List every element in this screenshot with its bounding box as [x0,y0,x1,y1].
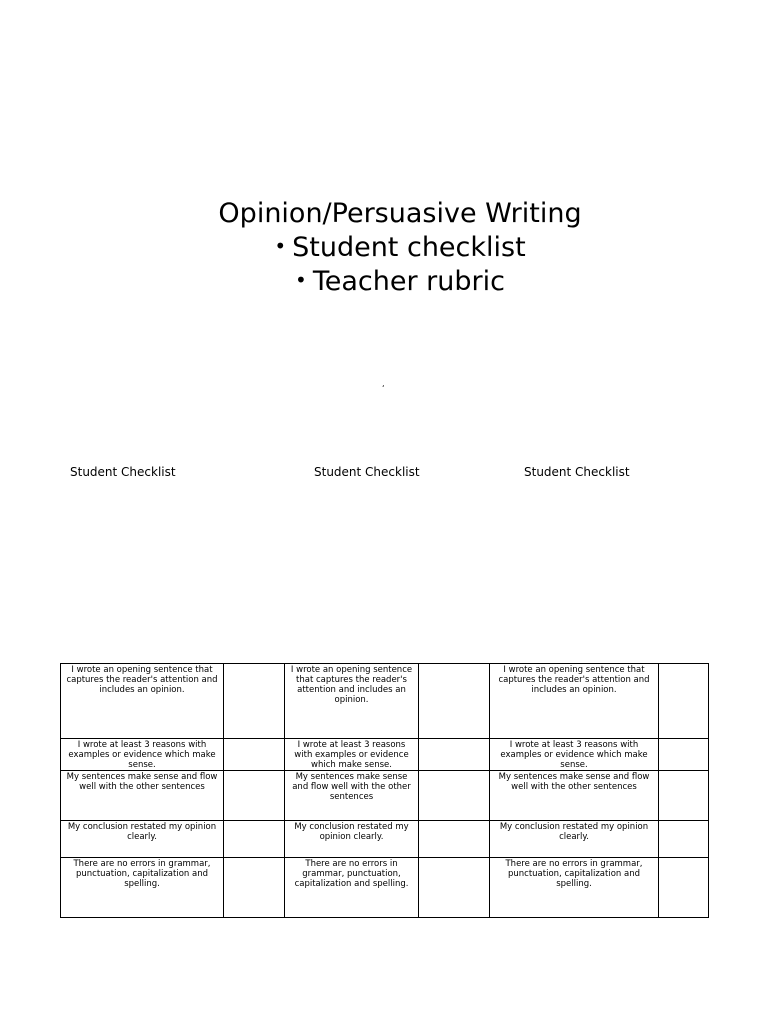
criterion-cell: My sentences make sense and flow well with the other sentences [61,771,224,821]
criterion-cell: I wrote at least 3 reasons with examples or evidence which make sense. [61,739,224,771]
check-box-cell[interactable] [659,771,709,821]
criterion-cell: There are no errors in grammar, punctuation, capitalization and spelling. [285,858,419,918]
criterion-cell: I wrote an opening sentence that captures the reader's attention and includes an opinion. [490,664,659,739]
check-box-cell[interactable] [659,821,709,858]
title-bullet-item [0,264,768,298]
checklist-label: Student Checklist [524,465,630,479]
check-box-cell[interactable] [419,771,490,821]
criterion-cell: My conclusion restated my opinion clearly. [285,821,419,858]
table-row [61,821,709,858]
stray-mark: ‘ [382,384,385,393]
check-box-cell[interactable] [659,664,709,739]
check-box-cell[interactable] [419,821,490,858]
title-bullet-label: Teacher rubric [312,266,505,297]
title-block [0,198,768,298]
check-box-cell[interactable] [419,858,490,918]
criterion-cell: There are no errors in grammar, punctuation, capitalization and spelling. [490,858,659,918]
bullet-icon: • [274,234,287,258]
criterion-cell: There are no errors in grammar, punctuation, capitalization and spelling. [61,858,224,918]
checklist-table [60,663,709,918]
bullet-icon: • [295,268,307,292]
criterion-cell: My sentences make sense and flow well with the other sentences [490,771,659,821]
table-row [61,771,709,821]
page-title: Opinion/Persuasive Writing [218,198,582,229]
criterion-cell: My conclusion restated my opinion clearly. [490,821,659,858]
check-box-cell[interactable] [419,664,490,739]
check-box-cell[interactable] [224,821,285,858]
checklist-label: Student Checklist [314,465,420,479]
check-box-cell[interactable] [224,739,285,771]
title-bullet-label: Student checklist [292,232,526,263]
criterion-cell: I wrote at least 3 reasons with examples or evidence which make sense. [490,739,659,771]
criterion-cell: I wrote an opening sentence that captures the reader's attention and includes an opinion. [285,664,419,739]
check-box-cell[interactable] [659,858,709,918]
check-box-cell[interactable] [224,771,285,821]
checklist-label: Student Checklist [70,465,176,479]
criterion-cell: I wrote at least 3 reasons with examples or evidence which make sense. [285,739,419,771]
check-box-cell[interactable] [419,739,490,771]
criterion-cell: I wrote an opening sentence that captures the reader's attention and includes an opinion. [61,664,224,739]
criterion-cell: My sentences make sense and flow well with the other sentences [285,771,419,821]
title-bullet-item [0,230,768,264]
table-row [61,664,709,739]
check-box-cell[interactable] [224,664,285,739]
check-box-cell[interactable] [659,739,709,771]
table-row [61,858,709,918]
criterion-cell: My conclusion restated my opinion clearly. [61,821,224,858]
check-box-cell[interactable] [224,858,285,918]
table-row [61,739,709,771]
